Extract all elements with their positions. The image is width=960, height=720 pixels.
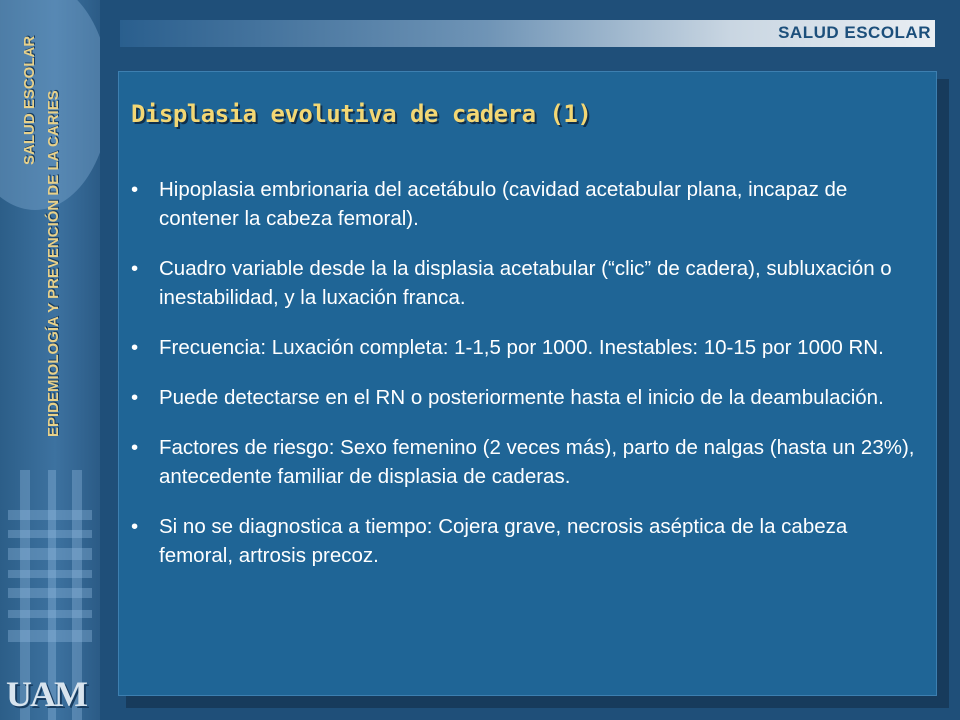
bullet-text: Cuadro variable desde la la displasia acetabular (“clic” de cadera), subluxación o inestabilidad, y la luxación franca. [159, 257, 892, 309]
header-bar [120, 20, 935, 47]
bullet-text: Factores de riesgo: Sexo femenino (2 veces más), parto de nalgas (hasta un 23%), antecedente familiar de displasia de caderas. [159, 436, 915, 488]
bullet-icon: • [131, 515, 139, 538]
bullet-icon: • [131, 257, 139, 280]
bullet-item [131, 383, 921, 412]
content-panel [118, 71, 937, 696]
bullet-text: Frecuencia: Luxación completa: 1-1,5 por 1000. Inestables: 10-15 por 1000 RN. [159, 336, 884, 359]
bullet-item [131, 433, 921, 491]
bullet-item [131, 333, 921, 362]
bullet-icon: • [131, 436, 139, 459]
bullet-icon: • [131, 386, 139, 409]
bullet-list [131, 175, 921, 591]
bullet-icon: • [131, 336, 139, 359]
bullet-item [131, 254, 921, 312]
uam-logo: UAM [6, 674, 86, 714]
bullet-text: Puede detectarse en el RN o posteriormente hasta el inicio de la deambulación. [159, 386, 884, 409]
slide-title: Displasia evolutiva de cadera (1) [131, 100, 592, 128]
bullet-text: Hipoplasia embrionaria del acetábulo (cavidad acetabular plana, incapaz de contener la cabeza femoral). [159, 178, 848, 230]
bullet-item [131, 512, 921, 570]
sidebar-subtitle: EPIDEMIOLOGÍA Y PREVENCIÓN DE LA CARIES [45, 90, 62, 437]
bullet-text: Si no se diagnostica a tiempo: Cojera grave, necrosis aséptica de la cabeza femoral, artrosis precoz. [159, 515, 848, 567]
header-label: SALUD ESCOLAR [778, 23, 931, 42]
bullet-icon: • [131, 178, 139, 201]
sidebar-title: SALUD ESCOLAR [21, 35, 38, 165]
bullet-item [131, 175, 921, 233]
sidebar-decoration [0, 0, 100, 720]
